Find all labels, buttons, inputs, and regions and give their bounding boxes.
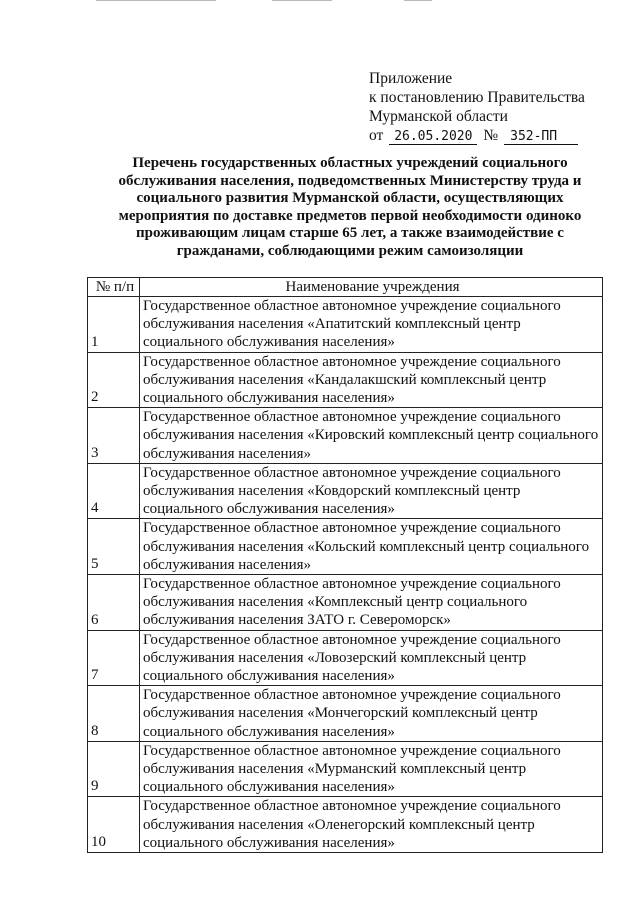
resolution-date: 26.05.2020 [389,129,477,145]
row-number: 8 [88,686,140,742]
appendix-date-row [369,126,619,145]
appendix-line-1: Приложение [369,70,453,87]
scan-edge-mark [404,0,432,1]
row-institution-name: Государственное областное автономное учреждение социального обслуживания населения «Ковдорский комплексный центр социального обслуживания населения» [140,463,603,519]
table-row [88,630,603,686]
header-name: Наименование учреждения [140,278,603,297]
table-row [88,352,603,408]
row-number: 9 [88,741,140,797]
row-number: 10 [88,797,140,853]
number-prefix: № [483,127,499,144]
table-header-row [88,278,603,297]
row-number: 6 [88,575,140,631]
table-row [88,797,603,853]
row-number: 1 [88,297,140,353]
row-institution-name: Государственное областное автономное учреждение социального обслуживания населения «Кольский комплексный центр социального обслуживания населения» [140,519,603,575]
row-institution-name: Государственное областное автономное учреждение социального обслуживания населения «Оленегорский комплексный центр социального обслуживания населения» [140,797,603,853]
row-number: 4 [88,463,140,519]
row-institution-name: Государственное областное автономное учреждение социального обслуживания населения «Кандалакшский комплексный центр социального обслуживания населения» [140,352,603,408]
appendix-line-2: к постановлению Правительства [369,89,585,106]
header-number: № п/п [88,278,140,297]
table-row [88,741,603,797]
row-institution-name: Государственное областное автономное учреждение социального обслуживания населения «Ловозерский комплексный центр социального обслуживания населения» [140,630,603,686]
scan-edge-mark [96,0,216,1]
appendix-line-3: Мурманской области [369,108,508,125]
appendix-block [369,69,619,145]
row-institution-name: Государственное областное автономное учреждение социального обслуживания населения «Апатитский комплексный центр социального обслуживания населения» [140,297,603,353]
table-row [88,297,603,353]
institutions-table [87,277,603,853]
row-number: 7 [88,630,140,686]
date-prefix: от [369,127,384,144]
table-row [88,463,603,519]
table-row [88,408,603,464]
table-row [88,519,603,575]
table-row [88,575,603,631]
row-institution-name: Государственное областное автономное учреждение социального обслуживания населения «Мурманский комплексный центр социального обслуживания населения» [140,741,603,797]
row-institution-name: Государственное областное автономное учреждение социального обслуживания населения «Кировский комплексный центр социального обслуживания населения» [140,408,603,464]
row-number: 3 [88,408,140,464]
resolution-number: 352-ПП [504,129,578,145]
table-row [88,686,603,742]
row-number: 2 [88,352,140,408]
document-title: Перечень государственных областных учреждений социального обслуживания населения, подведомственных Министерству труда и социального развития Мурманской области, осуществляющих мероприятия по доставке предметов первой необходимости одиноко проживающим лицам старше 65 лет, а также взаимодействие с гражданами, соблюдающими режим самоизоляции [118,155,582,259]
row-institution-name: Государственное областное автономное учреждение социального обслуживания населения «Комплексный центр социального обслуживания населения ЗАТО г. Североморск» [140,575,603,631]
scan-edge-mark [272,0,332,1]
row-number: 5 [88,519,140,575]
row-institution-name: Государственное областное автономное учреждение социального обслуживания населения «Мончегорский комплексный центр социального обслуживания населения» [140,686,603,742]
